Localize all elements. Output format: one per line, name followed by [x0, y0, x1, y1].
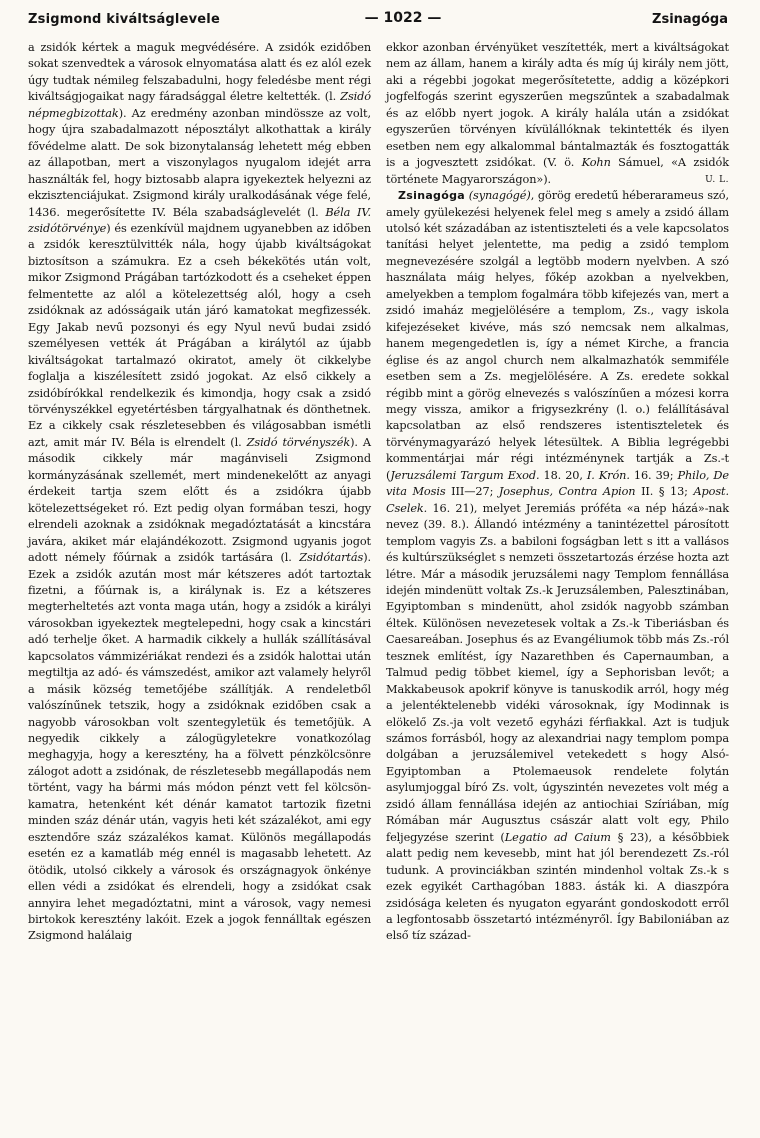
text-run: ) és ezenkívül majdnem ugyanebben az időben a zsidók keresztülvitték nála, hogy újabb kiváltságokat biztosítson a számukra. Ez a cseh békekötés után volt, mikor Zsigmond Prágában tartózkodott és a cseheket éppen felmentette az alól a kötelezettség alól, hogy a cseh zsidóknak az adósságaik után járó kamatokat megfizessék. Egy Jakab nevű pozsonyi és egy Nyul nevű budai zsidó személyesen vették át Prágában a királytól az újabb kiváltságokat tartalmazó okiratot, amely öt cikkelybe foglalja a kiszélesített zsidó jogokat. Az első cikkely a zsidóbírókkal rendelkezik és kimondja, hogy csak a zsidó törvényszékkel egyetértésben tárgyalhatnak és dönthetnek. Ez a cikkely csak részletesebben és világosabban ismétli azt, amit már IV. Béla is elrendelt (l.: [28, 221, 371, 449]
citation: Legatio ad Caium: [504, 830, 611, 844]
author-reference: Kohn: [581, 156, 611, 170]
running-header: [28, 6, 728, 32]
page-number: — 1022 —: [364, 10, 442, 26]
entry-zsinagoga: [386, 188, 729, 945]
cross-reference: Zsidó törvényszék: [246, 435, 351, 449]
citation: Philo, De vita Mosis: [386, 468, 729, 499]
text-run: 16. 39;: [629, 468, 678, 482]
cross-reference: Zsidó népmegbizottak: [28, 90, 371, 120]
author-signature: U. L.: [705, 174, 729, 185]
header-left-title: Zsigmond kiváltságlevele: [28, 12, 220, 27]
text-run: Sámuel, «A zsidók története Magyarországon»).: [386, 156, 729, 186]
entry-gloss: (synagógé): [468, 189, 531, 203]
header-right-title: Zsinagóga: [652, 12, 728, 27]
text-run: ). Ezek a zsidók azután most már kétszeres adót tartoztak fizetni, a főúrnak is, a királynak is. Ez a kétszeres megterheltetés azt vonta maga után, hogy a zsidók a királyi városokban igyekeztek megtelepedni, hogy csak a kincstári adó terhelje őket. A harmadik cikkely a hullák szállításával kapcsolatos vámmizériákat rendezi és a zsidók halottai után megtiltja az adó- és vámszedést, amikor azt valamely helyről a másik község temetőjébe szállítják. A rendeletből valószínűnek tetszik, hogy a zsidóknak ezidőben csak a nagyobb városokban volt szentegyletük és temetőjük. A negyedik cikkely a zálogügyletekre vonatkozólag meghagyja, hogy a keresztény, ha a fölvett pénzkölcsönre zálogot adott a zsidónak, de részletesebb megállapodás nem történt, vagy ha bármi más módon pénzt vett fel kölcsön-kamatra, hetenként két dénár kamatot tartozik fizetni minden száz dénár után, vagyis heti két százalékot, ami egy esztendőre száz százalékos kamat. Különös megállapodás esetén ez a kamatláb még ennél is magasabb lehetett. Az ötödik, utolsó cikkely a városok és országnagyok önkénye ellen védi a zsidókat és elrendeli, hogy a zsidókat csak annyira lehet megadóztatni, mint a városok, vagy nemesi birtokok keresztény lakóit. Ezek a jogok fennálltak egészen Zsigmond halálaig: [28, 551, 371, 943]
cross-reference: Béla IV. zsidótörvénye: [28, 205, 371, 235]
text-run: § 23), a későbbiek alatt pedig nem kevesebb, mint hat jól berendezett Zs.-ról tudunk. A provinciákban szintén mindenhol voltak Zs.-k s ezek egyikét Carthagóban 1883. ásták ki. A diaszpóra zsidósága keleten és nyugaton egyaránt gondoskodott erről a legfontosabb összetartó intézményről. Így Babiloniában az első tíz század-: [386, 830, 729, 943]
entry-headword: Zsinagóga: [398, 189, 465, 203]
left-paragraph: [28, 40, 371, 945]
citation: Apost. Cselek.: [386, 485, 729, 515]
text-run: , görög eredetű héberarameus szó, amely gyülekezési helyenek felel meg s amely a zsidó állam utolsó két századában az istentiszteleti és a vele kapcsolatos tanítási helyet jelentette, ma pedig a zsidó templom megnevezésére szolgál a legtöbb modern nyelvben. A szó használata máig helyes, főkép azokban a nyelvekben, amelyekben a templom fogalmára több kifejezés van, mert a zsidó imaház megjelölésére a templom, Zs., vagy iskola kifejezéseket kivéve, más szó nemcsak nem alkalmas, hanem megengedetlen is, így a német Kirche, a francia église és az angol church nem alkalmazhatók semmiféle esetben sem a Zs. megjelölésére. A Zs. eredete sokkal régibb mint a görög elnevezés s valószínűen a mózesi korra megy vissza, amikor a frigysezkrény (l. o.) felállításával kapcsolatban az első rendszeres istentiszteletek és törvénymagyarázó helyek létesültek. A Biblia legrégebbi kommentárjai már régi intézménynek tartják a Zs.-t (: [386, 189, 729, 482]
text-run: 16. 21), melyet Jeremiás próféta «a nép házá»-nak nevez (39. 8.). Állandó intézmény a tanintézettel párosított templom vagyis Zs. a babiloni fogságban lett s itt a vallásos és kultúrszükséglet s nemzeti összetartozás érzése hozta azt létre. Már a második jeruzsálemi nagy Templom fennállása idején mindenütt voltak Zs.-k Jeruzsálemben, Palesztinában, Egyiptomban s mindenütt, ahol zsidók nagyobb számban éltek. Különösen nevezetesek voltak a Zs.-k Tiberiásban és Caesareában. Josephus és az Evangéliumok több más Zs.-ról tesznek említést, így Nazarethben és Capernaumban, a Talmud pedig többet kiemel, így a Sephorisban levőt; a Makkabeusok apokrif könyve is tanuskodik arról, hogy még a jelentéktelenebb vidéki városoknak, így Modinnak is elökelő Zs.-ja volt vezető egyházi férfiakkal. Azt is tudjuk számos forrásból, hogy az alexandriai nagy templom pompa dolgában a jeruzsálemivel vetekedett s hogy Alsó-Egyiptomban a Ptolemaeusok rendelete folytán asylumjoggal bíró Zs. volt, úgyszintén nevezetes volt még a zsidó állam fennállása idején az antiochiai Szíriában, míg Rómában már Augusztus császár alatt volt egy, Philo feljegyzése szerint (: [386, 501, 729, 844]
text-run: III—27;: [445, 485, 499, 499]
citation: I. Krón.: [586, 468, 630, 482]
text-run: ). Az eredmény azonban mindössze az volt, hogy újra szabadalmazott néposztályt alkothattak a király fővédelme alatt. De sok bizonytalanság lehetett még ebben az állapotban, mert a viszonylagos nyugalom idejét arra használták fel, hogy biztosabb alapra igyekeztek helyezni az ekzisztenciájukat. Zsigmond király uralkodásának vége felé, 1436. megerősítette IV. Béla szabadságlevelét (l.: [28, 106, 371, 219]
right-paragraph-continuation: [386, 40, 729, 188]
text-run: ). A második cikkely már magánviseli Zsigmond kormányzásának szellemét, mert mindenekelőtt az anyagi érdekeit tartja szem előtt és a zsidókra újabb kötelezettségeket ró. Ezt pedig olyan formában teszi, hogy elrendeli azoknak a zsidóknak megadóztatását a kincstára javára, akiket már elajándékozott. Zsigmond ugyanis jogot adott némely főúrnak a zsidók tartására (l.: [28, 435, 371, 565]
citation: Josephus, Contra Apion: [498, 485, 636, 499]
text-run: II. § 13;: [635, 485, 694, 499]
text-run: ekkor azonban érvényüket veszítették, mert a kiváltságokat nem az állam, hanem a király adta és míg új király nem jött, aki a régebbi jogokat megerősítetette, addig a középkori jogfelfogás szerint egyszerűen megszűntek a szabadalmak és az előbb nyert jogok. A király halála után a zsidókat egyszerűen törvényen kívülállóknak tekintették és ilyen esetben nem egy alkalommal bántalmazták és fosztogatták is a jogvesztett zsidókat. (V. ö.: [386, 41, 729, 170]
text-run: 18. 20,: [539, 468, 587, 482]
text-run: a zsidók kértek a maguk megvédésére. A zsidók ezidőben sokat szenvedtek a városok elnyomatása alatt és ez alól ezek úgy tudtak némileg felszabadulni, hogy feledésbe ment régi kiváltságjogaikat nagy fáradsággal életre keltették. (l.: [28, 41, 371, 104]
right-column: [386, 40, 729, 945]
citation: Jeruzsálemi Targum Exod.: [390, 468, 540, 482]
cross-reference: Zsidótartás: [299, 551, 364, 565]
left-column: [28, 40, 371, 945]
